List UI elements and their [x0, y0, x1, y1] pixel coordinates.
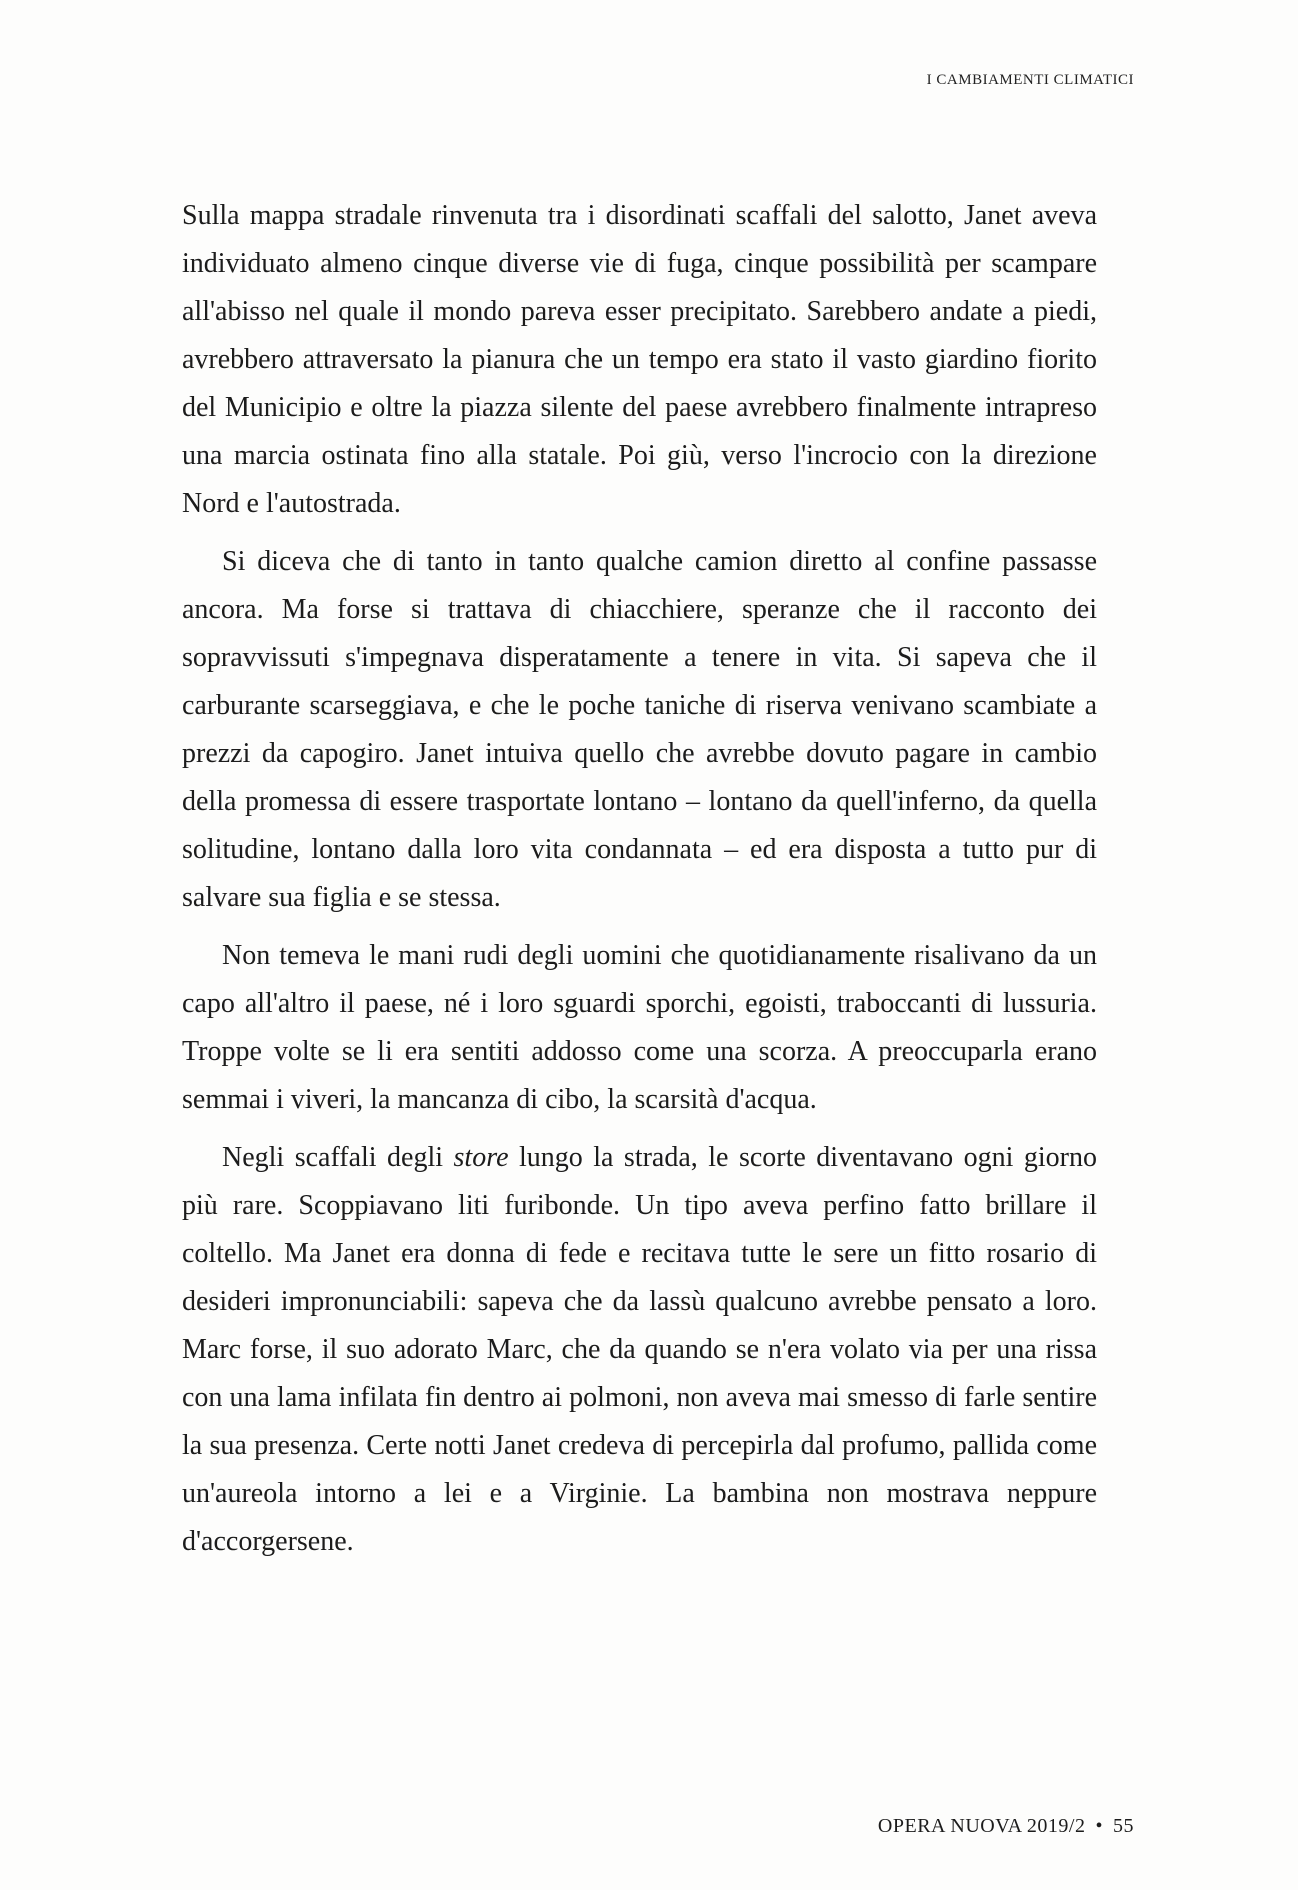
- paragraph-1: Sulla mappa stradale rinvenuta tra i disordinati scaffali del salotto, Janet aveva individuato almeno cinque diverse vie di fuga, cinque possibilità per scampare all'abisso nel quale il mondo pareva esser precipitato. Sarebbero andate a piedi, avrebbero attraversato la pianura che un tempo era stato il vasto giardino fiorito del Municipio e oltre la piazza silente del paese avrebbero finalmente intrapreso una marcia ostinata fino alla statale. Poi giù, verso l'incrocio con la direzione Nord e l'autostrada.: [182, 200, 1097, 519]
- page-footer: [878, 1815, 1134, 1838]
- italic-word: store: [453, 1142, 509, 1173]
- paragraph-2: Si diceva che di tanto in tanto qualche camion diretto al confine passasse ancora. Ma forse si trattava di chiacchiere, speranze che il racconto dei sopravvissuti s'impegnava disperatamente a tenere in vita. Si sapeva che il carburante scarseggiava, e che le poche taniche di riserva venivano scambiate a prezzi da capogiro. Janet intuiva quello che avrebbe dovuto pagare in cambio della promessa di essere trasportate lontano – lontano da quell'inferno, da quella solitudine, lontano dalla loro vita condannata – ed era disposta a tutto pur di salvare sua figlia e se stessa.: [182, 546, 1097, 913]
- paragraph-3: Non temeva le mani rudi degli uomini che quotidianamente risalivano da un capo all'altro il paese, né i loro sguardi sporchi, egoisti, traboccanti di lussuria. Troppe volte se li era sentiti addosso come una scorza. A preoccuparla erano semmai i viveri, la mancanza di cibo, la scarsità d'acqua.: [182, 940, 1097, 1115]
- running-head: I CAMBIAMENTI CLIMATICI: [926, 72, 1134, 88]
- paragraph-4-start: Negli scaffali degli: [222, 1142, 454, 1173]
- paragraph-4-end: lungo la strada, le scorte diventavano ogni giorno più rare. Scoppiavano liti furibonde. Un tipo aveva perfino fatto brillare il coltello. Ma Janet era donna di fede e recitava tutte le sere un fitto rosario di desideri impronunciabili: sapeva che da lassù qualcuno avrebbe pensato a loro. Marc forse, il suo adorato Marc, che da quando se n'era volato via per una rissa con una lama infilata fin dentro ai polmoni, non aveva mai smesso di farle sentire la sua presenza. Certe notti Janet credeva di percepirla dal profumo, pallida come un'aureola intorno a lei e a Virginie. La bambina non mostrava neppure d'accorgersene.: [182, 1142, 1097, 1557]
- folio-separator: •: [1095, 1815, 1103, 1837]
- journal-issue: OPERA NUOVA 2019/2: [877, 1815, 1086, 1837]
- paragraph-4: [182, 1134, 1097, 1566]
- body-text: [182, 192, 1097, 1576]
- page-number: 55: [1113, 1815, 1134, 1837]
